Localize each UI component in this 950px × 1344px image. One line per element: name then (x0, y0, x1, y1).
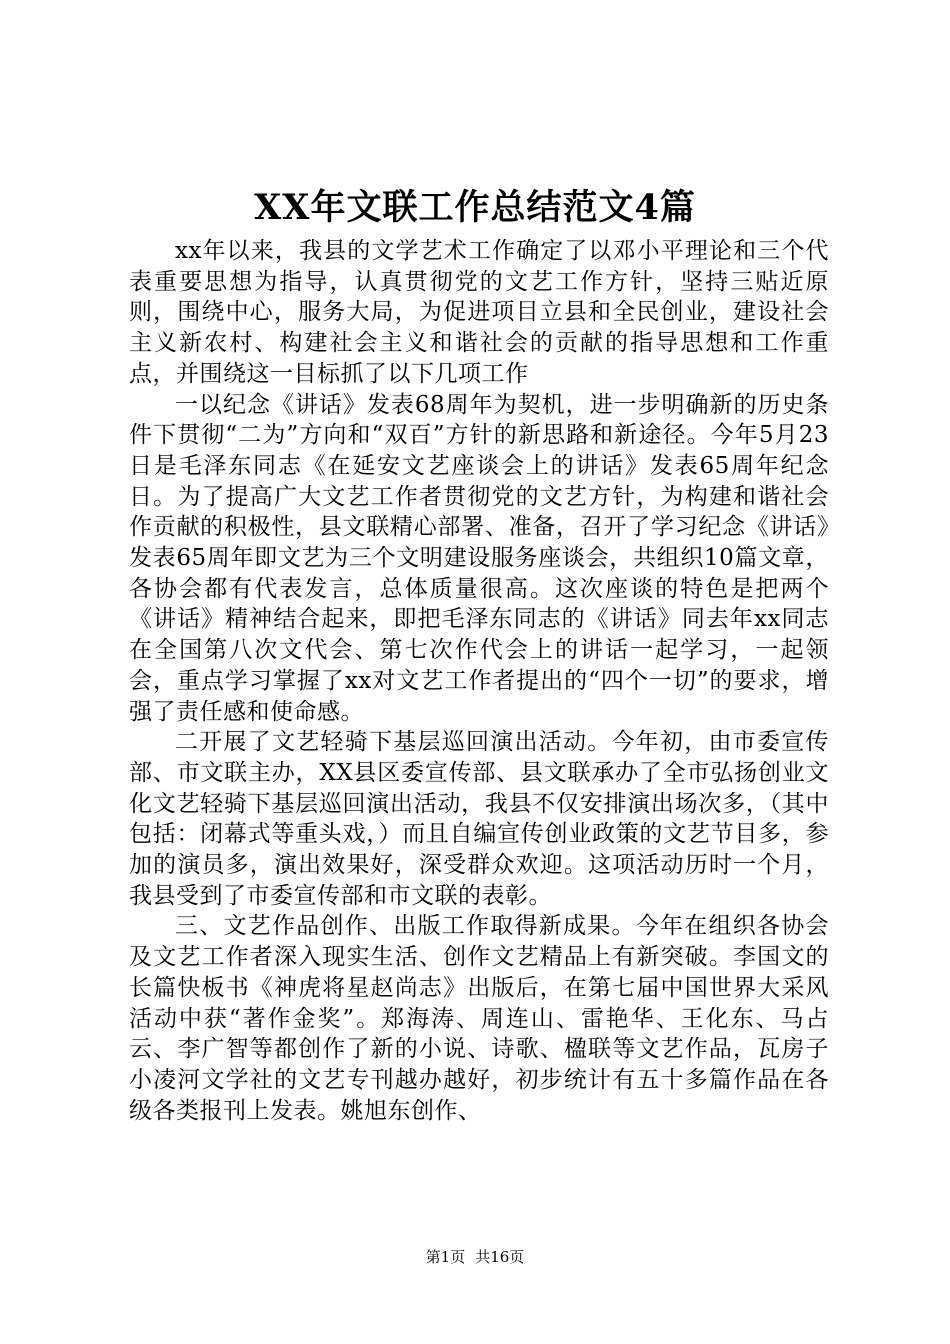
document-body (129, 236, 829, 1126)
document-title: XX年文联工作总结范文4篇 (254, 187, 696, 228)
page-footer (0, 1247, 950, 1267)
body-paragraph: 二开展了文艺轻骑下基层巡回演出活动。今年初，由市委宣传部、市文联主办，XX县区委宣传部、县文联承办了全市弘扬创业文化文艺轻骑下基层巡回演出活动，我县不仅安排演出场次多，（其中包括：闭幕式等重头戏，）而且自编宣传创业政策的文艺节目多，参加的演员多，演出效果好，深受群众欢迎。这项活动历时一个月，我县受到了市委宣传部和市文联的表彰。 (129, 729, 829, 909)
page-number: 第1页 (425, 1248, 466, 1266)
body-paragraph: xx年以来，我县的文学艺术工作确定了以邓小平理论和三个代表重要思想为指导，认真贯彻党的文艺工作方针，坚持三贴近原则，围绕中心，服务大局，为促进项目立县和全民创业，建设社会主义新农村、构建社会主义和谐社会的贡献的指导思想和工作重点，并围绕这一目标抓了以下几项工作 (129, 238, 829, 387)
body-paragraph: 三、文艺作品创作、出版工作取得新成果。今年在组织各协会及文艺工作者深入现实生活、创作文艺精品上有新突破。李国文的长篇快板书《神虎将星赵尚志》出版后，在第七届中国世界大采风活动中获“著作金奖”。郑海涛、周连山、雷艳华、王化东、马占云、李广智等都创作了新的小说、诗歌、楹联等文艺作品，瓦房子小凌河文学社的文艺专刊越办越好，初步统计有五十多篇作品在各级各类报刊上发表。姚旭东创作、 (129, 913, 829, 1124)
page-total: 共16页 (475, 1248, 525, 1266)
body-paragraph: 一以纪念《讲话》发表68周年为契机，进一步明确新的历史条件下贯彻“二为”方向和“双百”方针的新思路和新途径。今年5月23日是毛泽东同志《在延安文艺座谈会上的讲话》发表65周年纪念日。为了提高广大文艺工作者贯彻党的文艺方针，为构建和谐社会作贡献的积极性，县文联精心部署、准备，召开了学习纪念《讲话》发表65周年即文艺为三个文明建设服务座谈会，共组织10篇文章，各协会都有代表发言，总体质量很高。这次座谈的特色是把两个《讲话》精神结合起来，即把毛泽东同志的《讲话》同去年xx同志在全国第八次文代会、第七次作代会上的讲话一起学习，一起领会，重点学习掌握了xx对文艺工作者提出的“四个一切”的要求，增强了责任感和使命感。 (129, 391, 829, 725)
